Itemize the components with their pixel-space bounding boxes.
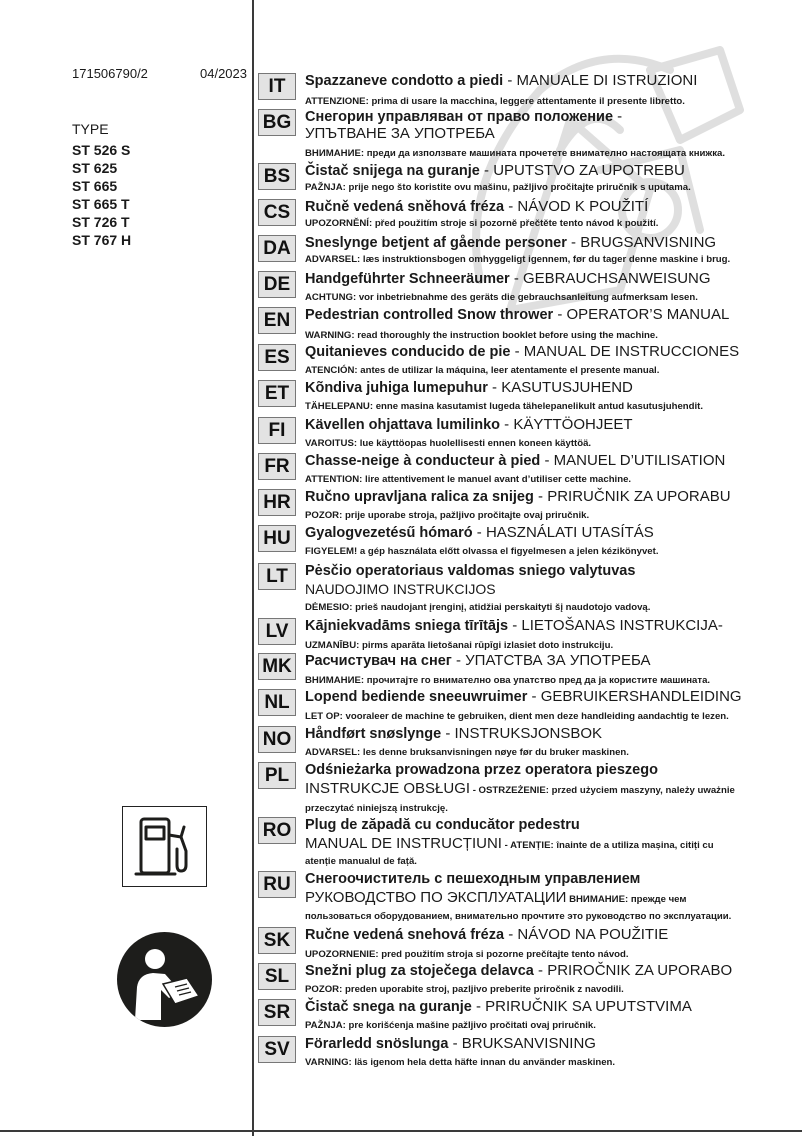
manual-title: УПЪТВАНЕ ЗА УПОТРЕБА [305,125,495,142]
model-item: ST 767 H [72,232,132,248]
warning-text: пользоваться оборудованием, внимательно прочтите это руководство по эксплуатации. [305,911,732,922]
warning-text: ACHTUNG: vor inbetriebnahme des geräts die gebrauchsanleitung aufmerksam lesen. [305,292,698,303]
language-code: EN [258,307,296,334]
warning-text: przeczytać niniejszą instrukcję. [305,803,448,814]
warning-text: TÄHELEPANU: enne masina kasutamist lugeda tähelepanelikult antud kasutusjuhendit. [305,401,704,412]
product-title: Gyalogvezetésű hómaró [305,525,473,541]
fuel-pump-symbol [122,806,207,887]
model-item: ST 526 S [72,142,131,158]
language-code: DA [258,235,296,262]
language-code: RU [258,871,296,898]
warning-text: UPOZORNĚNÍ: před použitím stroje si pozorně přečtěte tento návod k použití. [305,218,659,229]
language-code: BS [258,163,296,190]
product-title: Snežni plug za stoječega delavca [305,963,534,979]
product-title: Handgeführter Schneeräumer [305,271,510,287]
language-code: LV [258,618,296,645]
manual-title: - NÁVOD K POUŽITÍ [504,198,649,215]
warning-text: VARNING: läs igenom hela detta häfte innan du använder maskinen. [305,1057,616,1068]
product-title: Снегоочиститель с пешеходным управлением [305,871,641,887]
product-title: Расчистувач на снег [305,653,452,669]
language-code: PL [258,762,296,789]
language-code: SR [258,999,296,1026]
read-manual-symbol [117,932,212,1027]
manual-title: - PRIRUČNIK SA UPUTSTVIMA [471,998,692,1015]
product-title: Förarledd snöslunga [305,1036,449,1052]
warning-text: ADVARSEL: les denne bruksanvisningen nøye før du bruker maskinen. [305,747,629,758]
product-title: Čistač snijega na guranje [305,163,480,179]
manual-title: - MANUEL D’UTILISATION [540,452,726,469]
warning-text: POZOR: prije uporabe stroja, pažljivo pročitajte ovaj priručnik. [305,510,590,521]
type-block [72,121,131,249]
manual-title: - GEBRUIKERSHANDLEIDING [527,688,742,705]
manual-title: - PRIROČNIK ZA UPORABO [533,962,733,979]
bottom-divider [0,1130,802,1132]
warning-text: WARNING: read thoroughly the instruction booklet before using the machine. [305,330,658,341]
language-code: BG [258,109,296,136]
warning-text: UZMANĪBU: pirms aparāta lietošanai rūpīgi izlasiet doto instrukciju. [305,640,614,651]
language-code: SL [258,963,296,990]
manual-title: - NÁVOD NA POUŽITIE [504,926,669,943]
manual-title: - LIETOŠANAS INSTRUKCIJA- [508,617,723,634]
language-code: ES [258,344,296,371]
warning-text: UPOZORNENIE: pred použitím stroja si pozorne prečítajte tento návod. [305,949,629,960]
warning-text: ADVARSEL: læs instruktionsbogen omhyggeligt igennem, før du tager denne maskine i brug. [305,254,731,265]
warning-text: VAROITUS: lue käyttöopas huolellisesti ennen koneen käyttöä. [305,438,592,449]
manual-title: - KÄYTTÖOHJEET [500,416,633,433]
language-code: NL [258,689,296,716]
product-title: Kävellen ohjattava lumilinko [305,417,500,433]
vertical-divider [252,0,254,1136]
doc-date: 04/2023 [200,66,247,81]
read-manual-icon [117,932,212,1027]
product-title: Odśnieżarka prowadzona przez operatora pieszego [305,762,658,778]
language-code: IT [258,73,296,100]
manual-title: - UPUTSTVO ZA UPOTREBU [479,162,685,179]
warning-text: FIGYELEM! a gép használata előtt olvassa el figyelmesen a jelen kézikönyvet. [305,546,659,557]
language-code: MK [258,653,296,680]
language-code: RO [258,817,296,844]
manual-title: - PRIRUČNIK ZA UPORABU [533,488,731,505]
manual-title: - [613,108,623,125]
language-code: DE [258,271,296,298]
manual-title: - BRUGSANVISNING [566,234,717,251]
product-title: Chasse-neige à conducteur à pied [305,453,541,469]
warning-text: atenție manualul de față. [305,856,417,867]
product-title: Kõndiva juhiga lumepuhur [305,380,488,396]
product-title: Ručno upravljana ralica za snijeg [305,489,534,505]
warning-text: ATTENZIONE: prima di usare la macchina, leggere attentamente il presente libretto. [305,96,685,107]
manual-title: - MANUAL DE INSTRUCCIONES [510,343,740,360]
manual-title: РУКОВОДСТВО ПО ЭКСПЛУАТАЦИИ [305,889,567,906]
model-item: ST 726 T [72,214,130,230]
product-title: Plug de zăpadă cu conducător pedestru [305,817,580,833]
product-title: Pėsčio operatoriaus valdomas sniego valytuvas [305,563,636,579]
model-item: ST 625 [72,160,118,176]
warning-text: ВНИМАНИЕ: прочитајте го внимателно ова упатство пред да ја користите машината. [305,675,711,686]
manual-title: NAUDOJIMO INSTRUKCIJOS [305,581,496,597]
warning-text: DĖMESIO: prieš naudojant įrenginį, atidžiai perskaityti šį naudotojo vadovą. [305,602,651,613]
language-code: SK [258,927,296,954]
product-title: Spazzaneve condotto a piedi [305,73,504,89]
manual-title: - УПАТСТВА ЗА УПОТРЕБА [451,652,651,669]
doc-code-date [72,66,247,81]
warning-text: PAŽNJA: pre korišćenja mašine pažljivo pročitati ovaj priručnik. [305,1020,596,1031]
manual-title: INSTRUKCJE OBSŁUGI [305,780,471,797]
manual-title: - INSTRUKSJONSBOK [441,725,603,742]
manual-title: - OPERATOR’S MANUAL [553,306,730,323]
language-code: CS [258,199,296,226]
language-code: FI [258,417,296,444]
language-code: HR [258,489,296,516]
language-code: HU [258,525,296,552]
manual-title: - BRUKSANVISNING [448,1035,596,1052]
product-title: Quitanieves conducido de pie [305,344,511,360]
warning-text: ВНИМАНИЕ: прежде чем [566,894,687,905]
language-code: LT [258,563,296,590]
type-label: TYPE [72,121,109,137]
language-code: ET [258,380,296,407]
manual-title: - MANUALE DI ISTRUZIONI [503,72,698,89]
manual-title: - KASUTUSJUHEND [487,379,633,396]
product-title: Čistač snega na guranje [305,999,472,1015]
manual-title: MANUAL DE INSTRUCȚIUNI [305,835,502,852]
warning-text: - OSTRZEŻENIE: przed użyciem maszyny, należy uważnie [470,785,735,796]
language-code: FR [258,453,296,480]
product-title: Kājniekvadāms sniega tīrītājs [305,618,509,634]
fuel-pump-icon [123,807,206,886]
manual-title: - GEBRAUCHSANWEISUNG [509,270,711,287]
model-item: ST 665 [72,178,118,194]
product-title: Ručně vedená sněhová fréza [305,199,505,215]
model-item: ST 665 T [72,196,130,212]
product-title: Pedestrian controlled Snow thrower [305,307,554,323]
product-title: Снегорин управляван от право положение [305,109,614,125]
warning-text: ВНИМАНИЕ: преди да използвате машината прочетете внимателно настоящата книжка. [305,148,725,159]
language-code: NO [258,726,296,753]
product-title: Ručne vedená snehová fréza [305,927,505,943]
language-code: SV [258,1036,296,1063]
product-title: Håndført snøslynge [305,726,442,742]
warning-text: POZOR: preden uporabite stroj, pazljivo preberite priročnik z navodili. [305,984,624,995]
manual-title: - HASZNÁLATI UTASÍTÁS [472,524,654,541]
warning-text: PAŽNJA: prije nego što koristite ovu mašinu, pažljivo pročitajte priručnik s uputama. [305,182,691,193]
warning-text: LET OP: vooraleer de machine te gebruiken, dient men deze handleiding aandachtig te lezen. [305,711,729,722]
product-title: Sneslynge betjent af gående personer [305,235,567,251]
warning-text: - ATENȚIE: înainte de a utiliza mașina, citiți cu [501,840,714,851]
warning-text: ATTENTION: lire attentivement le manuel avant d’utiliser cette machine. [305,474,632,485]
warning-text: ATENCIÓN: antes de utilizar la máquina, leer atentamente el presente manual. [305,365,660,376]
doc-code: 171506790/2 [72,66,148,81]
product-title: Lopend bediende sneeuwruimer [305,689,528,705]
